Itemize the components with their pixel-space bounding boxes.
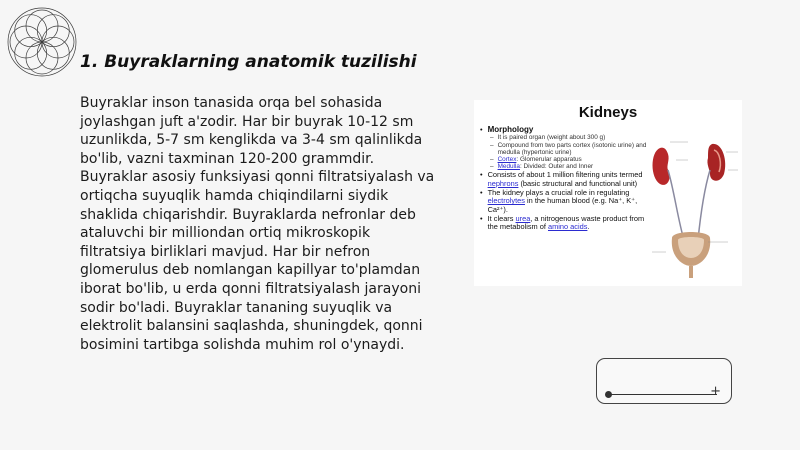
- bullet-text: .: [587, 222, 590, 232]
- bullet-text: It clears: [487, 213, 516, 223]
- amino-acids-link: amino acids: [547, 222, 588, 232]
- bullet-urea: [480, 215, 648, 232]
- bullet-mark: •: [480, 125, 483, 134]
- bullet-text: (basic structural and functional unit): [518, 178, 638, 188]
- bullet-text: Consists of about 1 million filtering units termed: [487, 170, 643, 180]
- bullet-nephrons: [480, 171, 648, 188]
- plus-icon[interactable]: +: [710, 384, 721, 399]
- bullet-text: The kidney plays a crucial role in regulating: [487, 187, 630, 197]
- bullet-text: , a nitrogenous waste product from the metabolism of: [487, 213, 645, 232]
- urethra: [689, 266, 693, 278]
- dash-mark: –: [490, 163, 494, 171]
- image-bullet-list: [480, 125, 648, 231]
- bullet-mark: •: [480, 187, 483, 197]
- bullet-mark: •: [480, 170, 483, 180]
- right-kidney: [707, 144, 725, 181]
- kidneys-slide-image: [474, 100, 742, 286]
- bullet-morphology: [480, 126, 648, 134]
- electrolytes-link: electrolytes: [487, 196, 525, 206]
- dash-mark: –: [490, 134, 494, 142]
- kidney-anatomy-illustration: [648, 130, 740, 280]
- bullet-electrolytes: [480, 189, 648, 214]
- dash-mark: –: [490, 141, 494, 149]
- right-ureter: [698, 170, 710, 240]
- sub-item-text: : Divided: Outer and Inner: [519, 163, 594, 171]
- morphology-label: Morphology: [487, 125, 534, 134]
- circular-pattern-logo-icon: [4, 4, 80, 80]
- slide-body-text: Buyraklar inson tanasida orqa bel sohasida joylashgan juft a'zodir. Har bir buyrak 10-12 sm uzunlikda, 5-7 sm kenglikda va 3-4 sm qalinlikda bo'lib, vazni taxminan 120-200 grammdir. Buyraklar asosiy funksiyasi qonni filtratsiyalash va ortiqcha suyuqlik hamda chiqindilarni siydik shaklida chiqarishdir. Buyraklarda nefronlar deb ataluvchi bir milliondan ortiq mikroskopik filtratsiya birliklari mavjud. Har bir nefron glomerulus deb nomlangan kapillyar to'plamdan iborat bo'lib, u erda qonni filtratsiyalash jarayoni sodir bo'ladi. Buyraklar tananing suyuqlik va elektrolit balansini saqlashda, shuningdek, qonni bosimini tartibga solishda muhim rol o'ynaydi.: [80, 95, 435, 353]
- sub-item-cortex: [490, 156, 648, 163]
- progress-track[interactable]: [611, 394, 717, 395]
- medulla-link: Medulla: [497, 163, 520, 171]
- sub-item-text: It is paired organ (weight about 300 g): [497, 134, 606, 142]
- bullet-mark: •: [480, 213, 483, 223]
- sub-item-text: Compound from two parts cortex (isotonic urine) and medulla (hypertonic urine): [497, 141, 647, 156]
- left-kidney: [653, 148, 670, 185]
- sub-item-parts: [490, 142, 648, 156]
- bullet-text: in the human blood (e.g. Na⁺, K⁺, Ca²⁺).: [487, 196, 638, 214]
- cortex-link: Cortex: [497, 155, 517, 163]
- nephrons-link: nephrons: [487, 178, 519, 188]
- media-player[interactable]: [596, 358, 732, 404]
- image-heading: Kidneys: [578, 104, 638, 121]
- sub-item-text: : Glomerular apparatus: [516, 155, 582, 163]
- sub-item-weight: [490, 134, 648, 141]
- left-ureter: [668, 170, 684, 240]
- sub-item-medulla: [490, 163, 648, 170]
- dash-mark: –: [490, 155, 494, 163]
- slide-title: 1. Buyraklarning anatomik tuzilishi: [80, 52, 417, 72]
- urea-link: urea: [515, 213, 531, 223]
